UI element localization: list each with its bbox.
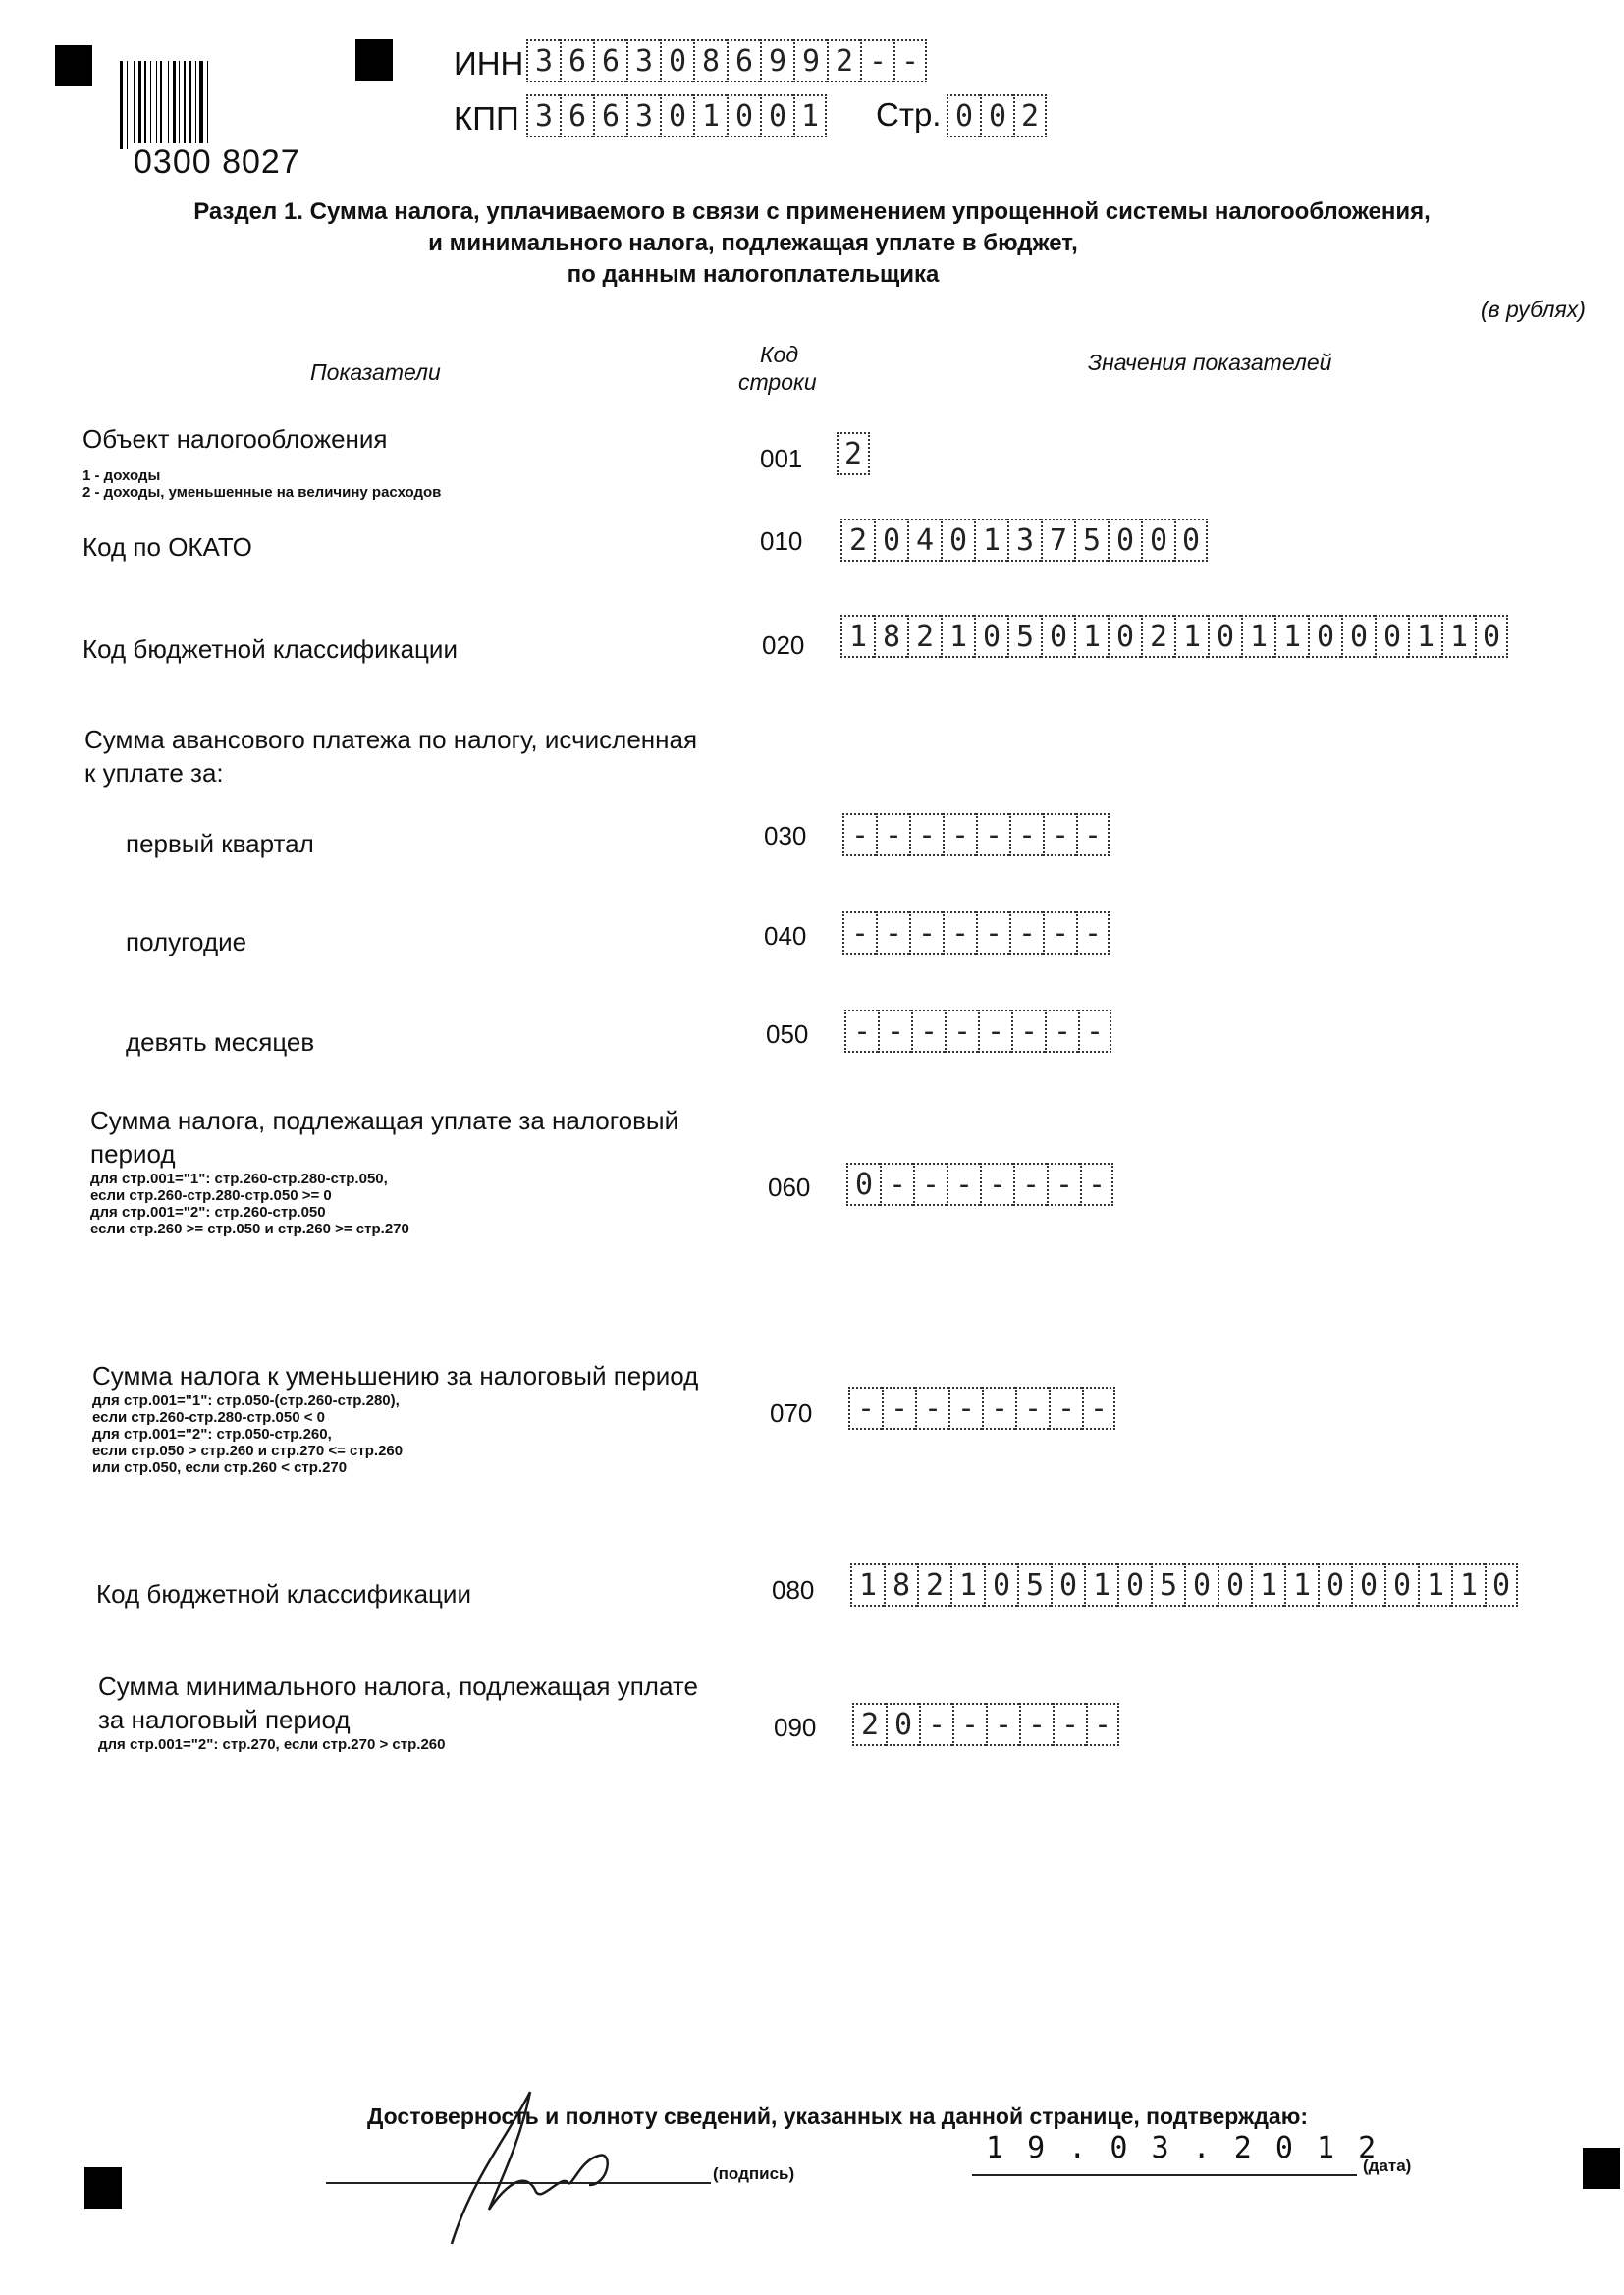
cell: - [880, 1163, 913, 1206]
cell: 2 [840, 519, 874, 562]
cell: 1 [1241, 615, 1274, 658]
cell: 0 [1108, 615, 1141, 658]
cell: - [915, 1387, 948, 1430]
cell: 0 [974, 615, 1007, 658]
cell: 2 [917, 1563, 950, 1607]
column-indicators: Показатели [310, 359, 441, 385]
row-050-cells [844, 1010, 1111, 1053]
cell: 2 [907, 615, 941, 658]
cell: 0 [1184, 1563, 1218, 1607]
cell: - [1043, 813, 1076, 856]
signature-label: (подпись) [713, 2164, 795, 2183]
cell: 0 [1384, 1563, 1418, 1607]
cell: 3 [526, 39, 560, 82]
cell: 1 [693, 94, 727, 137]
cell: 8 [884, 1563, 917, 1607]
cell: 5 [1151, 1563, 1184, 1607]
row-010-code: 010 [760, 526, 803, 556]
cell: 3 [626, 39, 660, 82]
cell: 5 [1007, 615, 1041, 658]
row-050-code: 050 [766, 1019, 809, 1049]
row-090-cells [852, 1703, 1119, 1746]
cell: - [1013, 1163, 1047, 1206]
column-code-line-1: Код [760, 342, 799, 367]
cell: - [976, 813, 1009, 856]
cell: - [943, 813, 976, 856]
row-090-code: 090 [774, 1713, 817, 1742]
cell: 3 [626, 94, 660, 137]
cell: 2 [1013, 94, 1047, 137]
cell: - [919, 1703, 952, 1746]
cell: - [1009, 813, 1043, 856]
cell: 6 [560, 94, 593, 137]
kpp-label: КПП [454, 100, 519, 137]
row-001-code: 001 [760, 444, 803, 473]
cell: - [842, 813, 876, 856]
cell: 0 [1174, 519, 1208, 562]
cell: - [876, 813, 909, 856]
cell: - [893, 39, 927, 82]
alignment-marker-top-left [55, 45, 92, 86]
cell: 2 [827, 39, 860, 82]
cell: - [844, 1010, 878, 1053]
inn-cells [526, 39, 927, 82]
cell: 0 [1117, 1563, 1151, 1607]
section-title-line-3: по данным налогоплательщика [567, 261, 940, 288]
cell: 2 [1141, 615, 1174, 658]
cell: 6 [727, 39, 760, 82]
cell: 1 [974, 519, 1007, 562]
cell: 0 [1341, 615, 1375, 658]
cell: 2 [852, 1703, 886, 1746]
cell: - [945, 1010, 978, 1053]
barcode [120, 61, 316, 181]
cell: 0 [1141, 519, 1174, 562]
row-040-cells [842, 911, 1110, 955]
cell: 9 [760, 39, 793, 82]
cell: 1 [1174, 615, 1208, 658]
row-001-cells [837, 432, 870, 475]
cell: 5 [1074, 519, 1108, 562]
cell: 5 [1017, 1563, 1051, 1607]
row-060-code: 060 [768, 1173, 811, 1202]
cell: - [943, 911, 976, 955]
signature-handwritten [412, 2072, 648, 2259]
cell: - [982, 1387, 1015, 1430]
cell: - [1045, 1010, 1078, 1053]
cell: 0 [660, 39, 693, 82]
page-label: Стр. [876, 96, 942, 133]
cell: 1 [1284, 1563, 1318, 1607]
cell: 6 [593, 94, 626, 137]
cell: - [1086, 1703, 1119, 1746]
row-080-code: 080 [772, 1575, 815, 1605]
cell: - [876, 911, 909, 955]
cell: 0 [1475, 615, 1508, 658]
cell: 1 [1408, 615, 1441, 658]
cell: 1 [1441, 615, 1475, 658]
cell: - [842, 911, 876, 955]
row-040-code: 040 [764, 921, 807, 951]
cell: - [1009, 911, 1043, 955]
cell: 0 [947, 94, 980, 137]
cell: 1 [1418, 1563, 1451, 1607]
row-001-label: Объект налогообложения 1 - доходы 2 - доходы, уменьшенные на величину расходов [82, 424, 442, 501]
cell: 0 [941, 519, 974, 562]
cell: - [1082, 1387, 1115, 1430]
advance-payment-heading: Сумма авансового платежа по налогу, исчисленная к уплате за: [84, 725, 698, 788]
cell: 0 [1308, 615, 1341, 658]
cell: - [1076, 813, 1110, 856]
row-020-label: Код бюджетной классификации [82, 634, 458, 664]
cell: - [1078, 1010, 1111, 1053]
cell: 1 [1084, 1563, 1117, 1607]
cell: 0 [846, 1163, 880, 1206]
cell: - [913, 1163, 947, 1206]
cell: - [909, 813, 943, 856]
cell: 1 [941, 615, 974, 658]
column-code-line-2: строки [738, 369, 817, 395]
cell: 6 [560, 39, 593, 82]
row-020-code: 020 [762, 630, 805, 660]
row-070-label: Сумма налога к уменьшению за налоговый период для стр.001="1": стр.050-(стр.260-стр.280), если стр.260-стр.280-стр.050 < 0 для стр.001="2": стр.050-стр.260, если стр.050 > стр.260 и стр.270 <= стр.260 или стр.050, если стр.260 < стр.270 [92, 1361, 699, 1476]
cell: 0 [1208, 615, 1241, 658]
cell: 1 [850, 1563, 884, 1607]
cell: 0 [660, 94, 693, 137]
cell: 0 [984, 1563, 1017, 1607]
cell: 0 [727, 94, 760, 137]
row-050-label: девять месяцев [126, 1027, 315, 1057]
barcode-number: 0300 8027 [134, 143, 300, 181]
cell: 1 [1074, 615, 1108, 658]
cell: 0 [1218, 1563, 1251, 1607]
cell: - [976, 911, 1009, 955]
cell: - [882, 1387, 915, 1430]
cell: 0 [1375, 615, 1408, 658]
cell: - [1049, 1387, 1082, 1430]
cell: 1 [950, 1563, 984, 1607]
row-070-code: 070 [770, 1398, 813, 1428]
row-040-label: полугодие [126, 927, 247, 956]
cell: 0 [1318, 1563, 1351, 1607]
cell: 8 [874, 615, 907, 658]
cell: - [952, 1703, 986, 1746]
date-label: (дата) [1363, 2157, 1412, 2175]
cell: - [1076, 911, 1110, 955]
cell: - [911, 1010, 945, 1053]
cell: 0 [1041, 615, 1074, 658]
cell: 1 [1251, 1563, 1284, 1607]
cell: 9 [793, 39, 827, 82]
cell: - [947, 1163, 980, 1206]
cell: 2 [837, 432, 870, 475]
row-030-code: 030 [764, 821, 807, 850]
cell: 3 [526, 94, 560, 137]
cell: - [878, 1010, 911, 1053]
cell: 6 [593, 39, 626, 82]
cell: 0 [886, 1703, 919, 1746]
cell: 0 [1051, 1563, 1084, 1607]
date-line [972, 2174, 1357, 2176]
units-note: (в рублях) [1481, 297, 1586, 322]
cell: 1 [1451, 1563, 1485, 1607]
cell: - [986, 1703, 1019, 1746]
cell: - [1080, 1163, 1113, 1206]
cell: - [1047, 1163, 1080, 1206]
row-030-label: первый квартал [126, 829, 314, 858]
cell: - [1011, 1010, 1045, 1053]
cell: - [1019, 1703, 1053, 1746]
cell: - [860, 39, 893, 82]
cell: 8 [693, 39, 727, 82]
section-title-line-1: Раздел 1. Сумма налога, уплачиваемого в связи с применением упрощенной системы налогообложения, [193, 198, 1431, 225]
row-010-label: Код по ОКАТО [82, 532, 252, 562]
date-value: 1 9 . 0 3 . 2 0 1 2 [986, 2131, 1380, 2165]
cell: - [1053, 1703, 1086, 1746]
row-030-cells [842, 813, 1110, 856]
section-title-line-2: и минимального налога, подлежащая уплате в бюджет, [428, 230, 1078, 256]
confirmation-text: Достоверность и полноту сведений, указанных на данной странице, подтверждаю: [367, 2104, 1309, 2129]
alignment-marker-top-right [355, 39, 393, 81]
row-060-label: Сумма налога, подлежащая уплате за налоговый период для стр.001="1": стр.260-стр.280-стр.050, если стр.260-стр.280-стр.050 >= 0 для стр.001="2": стр.260-стр.050 если стр.260 >= стр.050 и стр.260 >= стр.270 [90, 1106, 679, 1237]
cell: 0 [874, 519, 907, 562]
row-070-cells [848, 1387, 1115, 1430]
kpp-cells [526, 94, 827, 137]
cell: 7 [1041, 519, 1074, 562]
cell: - [980, 1163, 1013, 1206]
row-060-cells [846, 1163, 1113, 1206]
cell: - [1015, 1387, 1049, 1430]
kbk-020-cells [840, 615, 1508, 658]
cell: 0 [1108, 519, 1141, 562]
cell: 0 [1485, 1563, 1518, 1607]
cell: 0 [1351, 1563, 1384, 1607]
alignment-marker-bottom-right [1583, 2148, 1620, 2189]
cell: 1 [840, 615, 874, 658]
cell: - [978, 1010, 1011, 1053]
okato-cells [840, 519, 1208, 562]
cell: - [1043, 911, 1076, 955]
page-number-cells [947, 94, 1047, 137]
cell: 3 [1007, 519, 1041, 562]
inn-label: ИНН [454, 45, 524, 82]
cell: 4 [907, 519, 941, 562]
cell: 1 [793, 94, 827, 137]
row-080-label: Код бюджетной классификации [96, 1579, 471, 1609]
alignment-marker-bottom-left [84, 2167, 122, 2209]
cell: 0 [760, 94, 793, 137]
cell: - [909, 911, 943, 955]
column-values: Значения показателей [1088, 350, 1332, 375]
row-090-label: Сумма минимального налога, подлежащая уплате за налоговый период для стр.001="2": стр.270, если стр.270 > стр.260 [98, 1671, 698, 1753]
cell: 1 [1274, 615, 1308, 658]
cell: 0 [980, 94, 1013, 137]
kbk-080-cells [850, 1563, 1518, 1607]
cell: - [848, 1387, 882, 1430]
cell: - [948, 1387, 982, 1430]
